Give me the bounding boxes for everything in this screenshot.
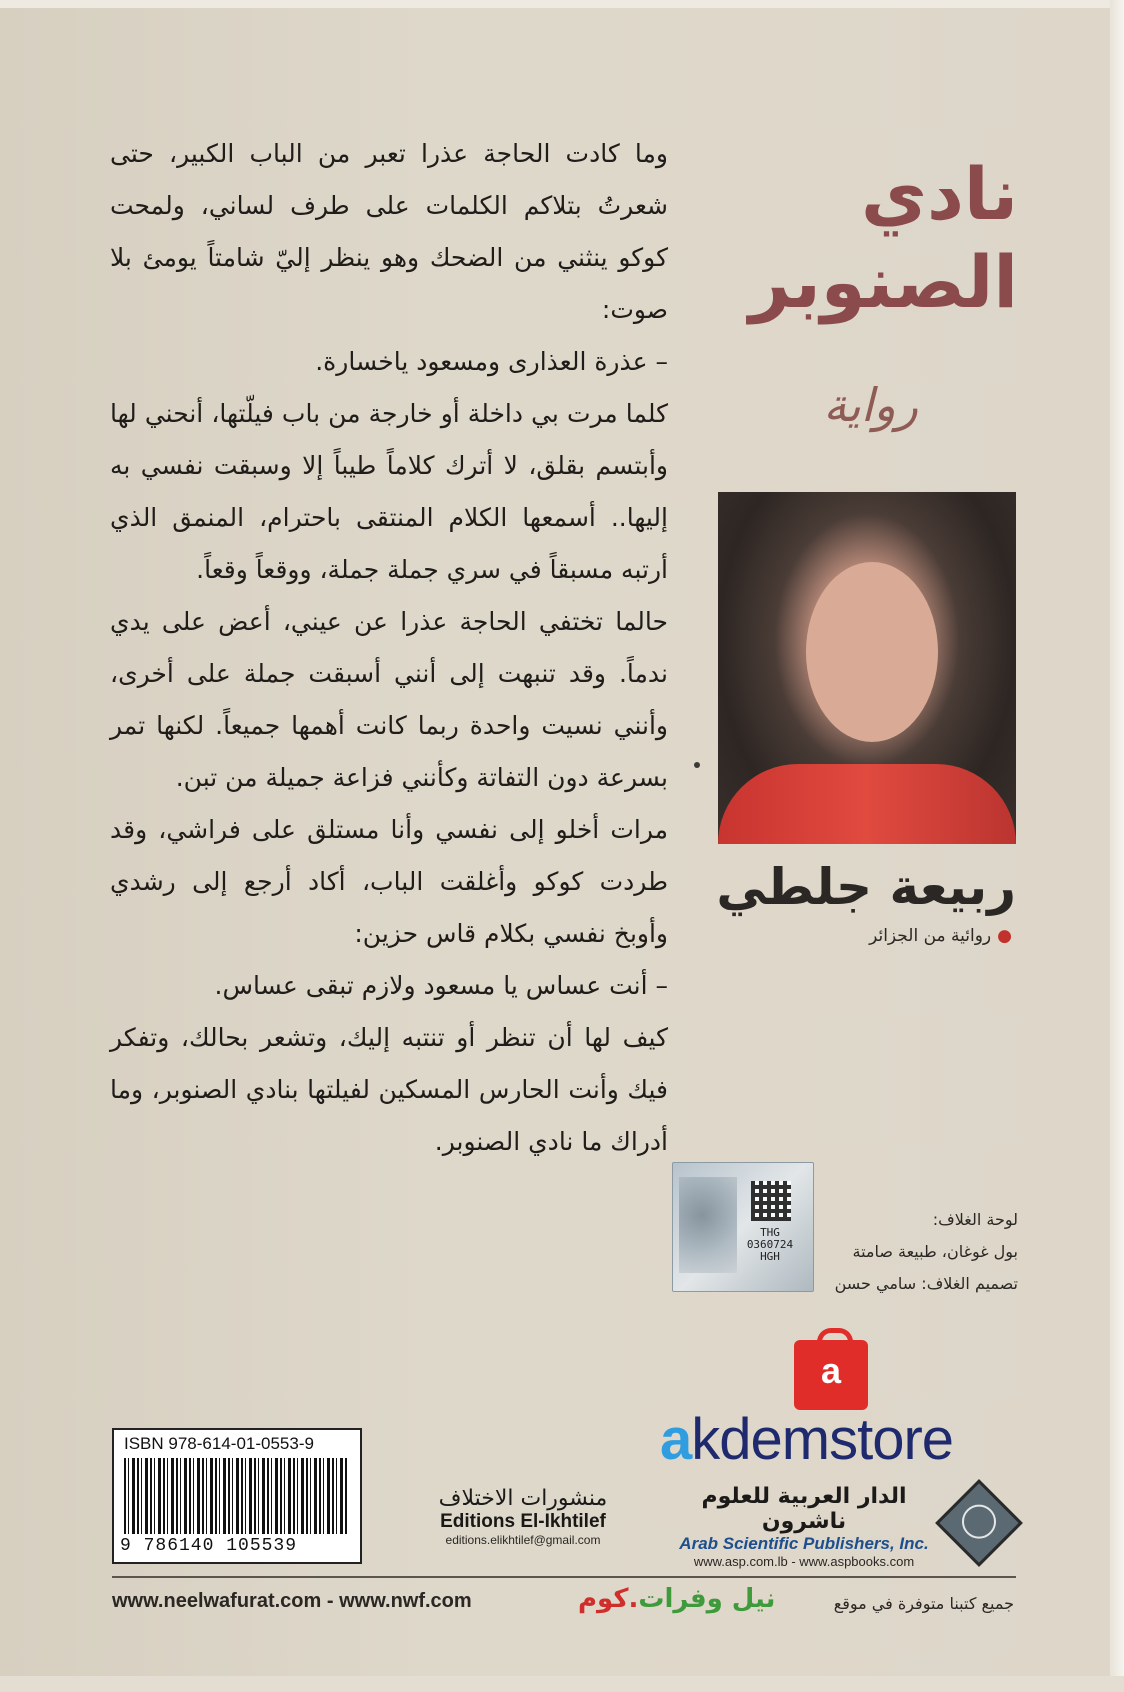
publisher-ikhtilef-arabic: منشورات الاختلاف [438,1486,608,1511]
credit-painting-label: لوحة الغلاف: [932,1210,1018,1229]
barcode-digits: 9 786140 105539 [120,1536,298,1556]
book-title-line-2: الصنوبر [748,240,1018,324]
store-watermark-rest: kdemstore [691,1407,954,1472]
asp-logo-ring [955,1498,1003,1546]
excerpt-paragraph: كيف لها أن تنظر أو تنتبه إليك، وتشعر بحالك، وتفكر فيك وأنت الحارس المسكين لفيلتها بنادي الصنوبر، وما أدراك ما نادي الصنوبر. [110,1023,668,1156]
publisher-ikhtilef [408,1486,638,1547]
footer-brand [578,1584,775,1614]
author-photo [718,492,1016,844]
decorative-dot [694,762,700,768]
footer-brand-red: .كوم [578,1584,639,1614]
excerpt-paragraph: وما كادت الحاجة عذرا تعبر من الباب الكبير، حتى شعرتُ بتلاكم الكلمات على طرف لساني، ولمحت كوكو ينثني من الضحك وهو ينظر إليّ شامتاً يومئ بلا صوت: [110,139,668,324]
footer-divider [112,1576,1016,1578]
scan-edge-top [0,0,1124,8]
barcode-icon [124,1458,348,1534]
store-watermark [660,1406,953,1473]
shopping-bag-icon [794,1340,868,1410]
genre-label: رواية [823,378,918,432]
hologram-icon [679,1177,737,1273]
author-photo-shoulders [718,764,1016,844]
store-watermark-accent: a [660,1407,692,1472]
excerpt-paragraph: مرات أخلو إلى نفسي وأنا مستلق على فراشي، وقد طردت كوكو وأغلقت الباب، أكاد أرجع إلى رشدي وأوبخ نفسي بكلام قاس حزين: [110,815,668,948]
scan-edge-right [1110,0,1124,1692]
publisher-ikhtilef-english: Editions El-Ikhtilef [440,1511,606,1532]
excerpt-paragraph: – أنت عساس يا مسعود ولازم تبقى عساس. [214,971,668,1000]
book-title [688,150,1018,326]
publisher-asp-arabic: الدار العربية للعلوم ناشرون [701,1484,907,1534]
publisher-ikhtilef-email: editions.elikhtilef@gmail.com [445,1533,601,1547]
excerpt-paragraph: كلما مرت بي داخلة أو خارجة من باب فيلّتها، أنحني لها وأبتسم بقلق، لا أترك كلاماً طيباً إلا وسبقت نفسي به إليها.. أسمعها الكلام المنتقى باحترام، المنمق الذي أرتبه مسبقاً في سري جملة جملة، ووقعاً وقعاً. [110,399,668,584]
credit-painting-value: بول غوغان، طبيعة صامتة [852,1242,1018,1261]
isbn-label: ISBN 978-614-01-0553-9 [124,1434,314,1453]
asp-logo-icon [935,1479,1023,1567]
footer-urls: www.neelwafurat.com - www.nwf.com [112,1590,472,1612]
bag-handle [817,1328,853,1351]
author-note [869,926,1012,946]
footer-note: جميع كتبنا متوفرة في موقع [833,1594,1014,1613]
author-photo-face [806,562,938,742]
sticker-code-line: THG [760,1226,780,1239]
author-note-text: روائية من الجزائر [869,926,992,946]
book-title-line-1: نادي [860,152,1018,236]
sticker-code-line: 0360724 [746,1238,794,1251]
bullet-icon: ● [997,926,1012,946]
sticker-code-line: HGH [760,1250,780,1263]
excerpt-paragraph: – عذرة العذارى ومسعود ياخسارة. [315,347,668,376]
publisher-asp [664,1484,944,1569]
author-name: ربيعة جلطي [716,858,1016,916]
excerpt-paragraph: حالما تختفي الحاجة عذرا عن عيني، أعض على يدي ندماً. وقد تنبهت إلى أنني أسبقت جملة على أخرى، وأنني نسيت واحدة ربما كانت أهمها جميعاً. لكنها تمر بسرعة دون التفاتة وكأنني فزاعة جميلة من تبن. [110,607,668,792]
publisher-asp-english: Arab Scientific Publishers, Inc. [679,1534,929,1553]
qr-code-icon [751,1181,791,1221]
isbn-barcode [112,1428,362,1564]
sticker-code [735,1227,805,1263]
scan-edge-bottom [0,1676,1124,1692]
footer-brand-green: نيل وفرات [638,1584,776,1614]
excerpt-text [110,128,668,1168]
library-sticker [672,1162,814,1292]
store-icon-letter: a [820,1350,842,1391]
credit-design: تصميم الغلاف: سامي حسن [834,1274,1018,1293]
publisher-asp-website: www.asp.com.lb - www.aspbooks.com [693,1554,915,1569]
